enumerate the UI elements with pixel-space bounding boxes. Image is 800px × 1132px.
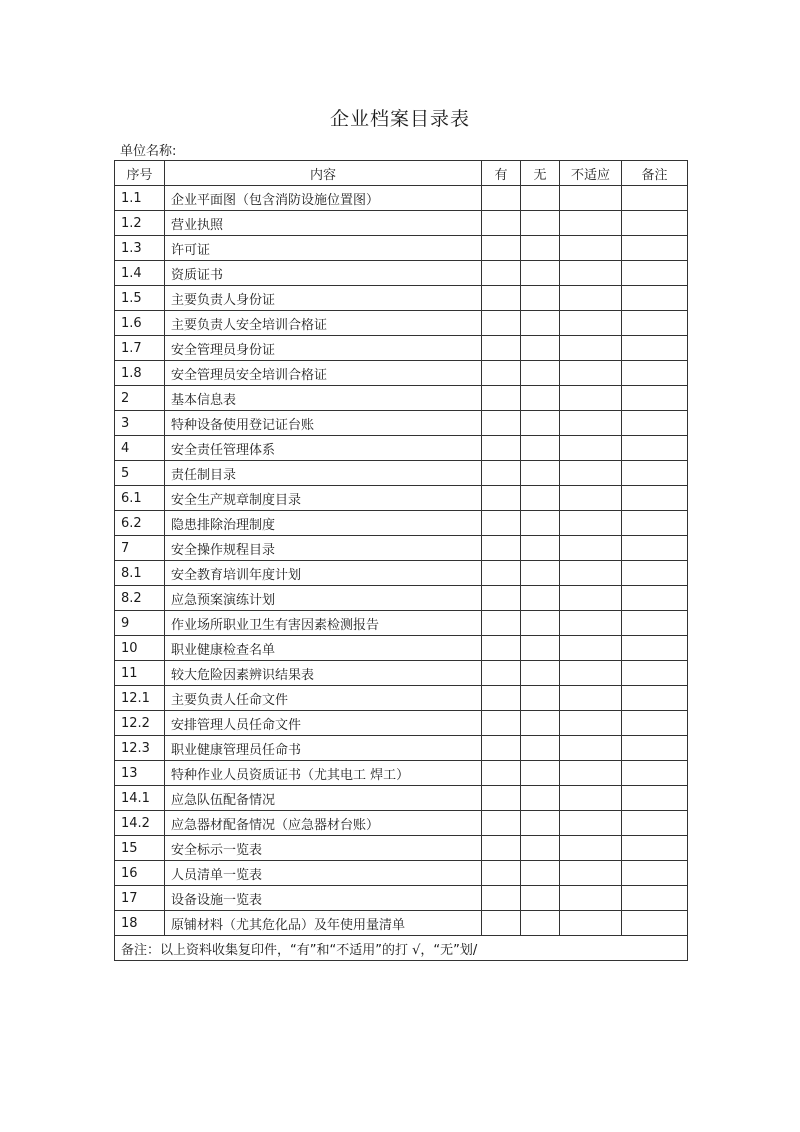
header-num: 序号 — [115, 161, 165, 186]
row-num: 12.1 — [115, 686, 165, 711]
row-content: 隐患排除治理制度 — [165, 511, 482, 536]
row-has-cell[interactable] — [482, 861, 521, 886]
row-not-applicable-cell[interactable] — [560, 636, 622, 661]
table-row — [115, 211, 688, 236]
table-row — [115, 361, 688, 386]
row-not-applicable-cell[interactable] — [560, 711, 622, 736]
row-content: 资质证书 — [165, 261, 482, 286]
table-row — [115, 186, 688, 211]
row-has-cell[interactable] — [482, 236, 521, 261]
row-note-cell[interactable] — [622, 811, 688, 836]
row-content: 职业健康检查名单 — [165, 636, 482, 661]
table-row — [115, 861, 688, 886]
row-not-applicable-cell[interactable] — [560, 261, 622, 286]
row-has-cell[interactable] — [482, 536, 521, 561]
row-none-cell[interactable] — [521, 236, 560, 261]
row-has-cell[interactable] — [482, 361, 521, 386]
row-has-cell[interactable] — [482, 661, 521, 686]
table-row — [115, 786, 688, 811]
row-num: 6.2 — [115, 511, 165, 536]
row-note-cell[interactable] — [622, 586, 688, 611]
row-note-cell[interactable] — [622, 436, 688, 461]
table-row — [115, 761, 688, 786]
table-row — [115, 561, 688, 586]
table-row — [115, 511, 688, 536]
row-content: 营业执照 — [165, 211, 482, 236]
row-note-cell[interactable] — [622, 786, 688, 811]
row-not-applicable-cell[interactable] — [560, 786, 622, 811]
table-body — [115, 186, 688, 936]
row-not-applicable-cell[interactable] — [560, 536, 622, 561]
row-not-applicable-cell[interactable] — [560, 886, 622, 911]
row-note-cell[interactable] — [622, 636, 688, 661]
row-not-applicable-cell[interactable] — [560, 861, 622, 886]
table-row — [115, 711, 688, 736]
row-has-cell[interactable] — [482, 186, 521, 211]
row-none-cell[interactable] — [521, 436, 560, 461]
row-not-applicable-cell[interactable] — [560, 561, 622, 586]
header-note: 备注 — [622, 161, 688, 186]
row-note-cell[interactable] — [622, 411, 688, 436]
table-row — [115, 336, 688, 361]
row-has-cell[interactable] — [482, 586, 521, 611]
row-num: 18 — [115, 911, 165, 936]
row-none-cell[interactable] — [521, 836, 560, 861]
row-not-applicable-cell[interactable] — [560, 436, 622, 461]
row-has-cell[interactable] — [482, 911, 521, 936]
row-not-applicable-cell[interactable] — [560, 761, 622, 786]
row-not-applicable-cell[interactable] — [560, 286, 622, 311]
row-none-cell[interactable] — [521, 786, 560, 811]
row-num: 2 — [115, 386, 165, 411]
header-content: 内容 — [165, 161, 482, 186]
row-num: 14.1 — [115, 786, 165, 811]
row-not-applicable-cell[interactable] — [560, 811, 622, 836]
row-none-cell[interactable] — [521, 211, 560, 236]
row-none-cell[interactable] — [521, 561, 560, 586]
row-has-cell[interactable] — [482, 611, 521, 636]
row-none-cell[interactable] — [521, 736, 560, 761]
table-row — [115, 261, 688, 286]
row-none-cell[interactable] — [521, 386, 560, 411]
table-row — [115, 486, 688, 511]
row-none-cell[interactable] — [521, 511, 560, 536]
row-has-cell[interactable] — [482, 461, 521, 486]
table-header-row — [115, 161, 688, 186]
row-content: 应急预案演练计划 — [165, 586, 482, 611]
row-note-cell[interactable] — [622, 386, 688, 411]
row-content: 基本信息表 — [165, 386, 482, 411]
row-num: 4 — [115, 436, 165, 461]
row-none-cell[interactable] — [521, 186, 560, 211]
row-none-cell[interactable] — [521, 886, 560, 911]
row-not-applicable-cell[interactable] — [560, 836, 622, 861]
row-none-cell[interactable] — [521, 486, 560, 511]
header-none: 无 — [521, 161, 560, 186]
table-row — [115, 286, 688, 311]
row-num: 16 — [115, 861, 165, 886]
table-row — [115, 586, 688, 611]
row-num: 12.2 — [115, 711, 165, 736]
table-row — [115, 386, 688, 411]
row-none-cell[interactable] — [521, 711, 560, 736]
row-note-cell[interactable] — [622, 261, 688, 286]
row-note-cell[interactable] — [622, 536, 688, 561]
row-not-applicable-cell[interactable] — [560, 511, 622, 536]
row-not-applicable-cell[interactable] — [560, 361, 622, 386]
row-has-cell[interactable] — [482, 511, 521, 536]
row-content: 设备设施一览表 — [165, 886, 482, 911]
row-none-cell[interactable] — [521, 286, 560, 311]
row-note-cell[interactable] — [622, 911, 688, 936]
table-row — [115, 686, 688, 711]
row-num: 13 — [115, 761, 165, 786]
row-has-cell[interactable] — [482, 336, 521, 361]
table-row — [115, 461, 688, 486]
row-num: 12.3 — [115, 736, 165, 761]
row-num: 1.1 — [115, 186, 165, 211]
row-num: 1.6 — [115, 311, 165, 336]
row-has-cell[interactable] — [482, 711, 521, 736]
row-has-cell[interactable] — [482, 736, 521, 761]
row-num: 8.1 — [115, 561, 165, 586]
row-content: 安全教育培训年度计划 — [165, 561, 482, 586]
row-none-cell[interactable] — [521, 586, 560, 611]
row-not-applicable-cell[interactable] — [560, 661, 622, 686]
table-row — [115, 911, 688, 936]
row-not-applicable-cell[interactable] — [560, 186, 622, 211]
row-content: 职业健康管理员任命书 — [165, 736, 482, 761]
row-none-cell[interactable] — [521, 336, 560, 361]
row-num: 15 — [115, 836, 165, 861]
row-none-cell[interactable] — [521, 311, 560, 336]
header-not-applicable: 不适应 — [560, 161, 622, 186]
row-not-applicable-cell[interactable] — [560, 236, 622, 261]
row-none-cell[interactable] — [521, 411, 560, 436]
row-num: 1.2 — [115, 211, 165, 236]
row-content: 安全管理员安全培训合格证 — [165, 361, 482, 386]
table-row — [115, 886, 688, 911]
table-row — [115, 436, 688, 461]
row-num: 17 — [115, 886, 165, 911]
row-content: 主要负责人任命文件 — [165, 686, 482, 711]
table-row — [115, 636, 688, 661]
row-num: 7 — [115, 536, 165, 561]
row-not-applicable-cell[interactable] — [560, 336, 622, 361]
row-content: 企业平面图（包含消防设施位置图） — [165, 186, 482, 211]
row-note-cell[interactable] — [622, 736, 688, 761]
row-note-cell[interactable] — [622, 836, 688, 861]
row-num: 6.1 — [115, 486, 165, 511]
row-num: 3 — [115, 411, 165, 436]
table-row — [115, 536, 688, 561]
row-has-cell[interactable] — [482, 286, 521, 311]
row-none-cell[interactable] — [521, 636, 560, 661]
row-note-cell[interactable] — [622, 561, 688, 586]
row-has-cell[interactable] — [482, 886, 521, 911]
row-note-cell[interactable] — [622, 236, 688, 261]
row-content: 特种作业人员资质证书（尤其电工 焊工） — [165, 761, 482, 786]
row-not-applicable-cell[interactable] — [560, 311, 622, 336]
table-row — [115, 311, 688, 336]
row-num: 1.8 — [115, 361, 165, 386]
row-content: 安排管理人员任命文件 — [165, 711, 482, 736]
row-none-cell[interactable] — [521, 536, 560, 561]
row-content: 特种设备使用登记证台账 — [165, 411, 482, 436]
row-has-cell[interactable] — [482, 761, 521, 786]
row-num: 1.3 — [115, 236, 165, 261]
row-has-cell[interactable] — [482, 311, 521, 336]
row-has-cell[interactable] — [482, 561, 521, 586]
row-has-cell[interactable] — [482, 486, 521, 511]
table-row — [115, 611, 688, 636]
row-content: 安全管理员身份证 — [165, 336, 482, 361]
row-content: 安全标示一览表 — [165, 836, 482, 861]
row-not-applicable-cell[interactable] — [560, 486, 622, 511]
table-row — [115, 736, 688, 761]
row-has-cell[interactable] — [482, 411, 521, 436]
row-none-cell[interactable] — [521, 761, 560, 786]
row-none-cell[interactable] — [521, 811, 560, 836]
row-note-cell[interactable] — [622, 336, 688, 361]
table-row — [115, 236, 688, 261]
row-content: 较大危险因素辨识结果表 — [165, 661, 482, 686]
row-has-cell[interactable] — [482, 811, 521, 836]
row-has-cell[interactable] — [482, 686, 521, 711]
footer-row — [115, 936, 688, 961]
row-none-cell[interactable] — [521, 461, 560, 486]
row-has-cell[interactable] — [482, 836, 521, 861]
row-has-cell[interactable] — [482, 436, 521, 461]
row-content: 人员清单一览表 — [165, 861, 482, 886]
row-note-cell[interactable] — [622, 661, 688, 686]
header-has: 有 — [482, 161, 521, 186]
footer-note: 备注：以上资料收集复印件，“有”和“不适用”的打 √，“无”划/ — [115, 936, 688, 961]
row-note-cell[interactable] — [622, 886, 688, 911]
row-not-applicable-cell[interactable] — [560, 411, 622, 436]
row-content: 安全责任管理体系 — [165, 436, 482, 461]
row-content: 主要负责人安全培训合格证 — [165, 311, 482, 336]
row-not-applicable-cell[interactable] — [560, 461, 622, 486]
row-none-cell[interactable] — [521, 661, 560, 686]
page-title: 企业档案目录表 — [329, 108, 470, 130]
row-has-cell[interactable] — [482, 211, 521, 236]
row-note-cell[interactable] — [622, 486, 688, 511]
row-none-cell[interactable] — [521, 361, 560, 386]
row-has-cell[interactable] — [482, 386, 521, 411]
row-not-applicable-cell[interactable] — [560, 386, 622, 411]
row-num: 8.2 — [115, 586, 165, 611]
row-not-applicable-cell[interactable] — [560, 611, 622, 636]
row-num: 14.2 — [115, 811, 165, 836]
row-note-cell[interactable] — [622, 286, 688, 311]
row-not-applicable-cell[interactable] — [560, 586, 622, 611]
row-none-cell[interactable] — [521, 611, 560, 636]
row-num: 11 — [115, 661, 165, 686]
row-content: 主要负责人身份证 — [165, 286, 482, 311]
row-note-cell[interactable] — [622, 861, 688, 886]
table-row — [115, 411, 688, 436]
row-num: 1.5 — [115, 286, 165, 311]
row-num: 1.7 — [115, 336, 165, 361]
table-row — [115, 661, 688, 686]
row-content: 安全操作规程目录 — [165, 536, 482, 561]
row-note-cell[interactable] — [622, 611, 688, 636]
row-has-cell[interactable] — [482, 261, 521, 286]
row-has-cell[interactable] — [482, 786, 521, 811]
row-content: 安全生产规章制度目录 — [165, 486, 482, 511]
row-num: 1.4 — [115, 261, 165, 286]
row-none-cell[interactable] — [521, 911, 560, 936]
row-not-applicable-cell[interactable] — [560, 686, 622, 711]
row-note-cell[interactable] — [622, 186, 688, 211]
row-has-cell[interactable] — [482, 636, 521, 661]
table-row — [115, 811, 688, 836]
row-note-cell[interactable] — [622, 211, 688, 236]
row-content: 应急器材配备情况（应急器材台账） — [165, 811, 482, 836]
row-content: 原铺材料（尤其危化品）及年使用量清单 — [165, 911, 482, 936]
row-num: 9 — [115, 611, 165, 636]
row-not-applicable-cell[interactable] — [560, 911, 622, 936]
row-note-cell[interactable] — [622, 461, 688, 486]
row-content: 许可证 — [165, 236, 482, 261]
row-none-cell[interactable] — [521, 261, 560, 286]
row-content: 责任制目录 — [165, 461, 482, 486]
row-note-cell[interactable] — [622, 686, 688, 711]
row-note-cell[interactable] — [622, 311, 688, 336]
row-num: 10 — [115, 636, 165, 661]
row-note-cell[interactable] — [622, 761, 688, 786]
row-not-applicable-cell[interactable] — [560, 211, 622, 236]
row-content: 作业场所职业卫生有害因素检测报告 — [165, 611, 482, 636]
catalog-table — [114, 160, 688, 961]
row-note-cell[interactable] — [622, 511, 688, 536]
row-content: 应急队伍配备情况 — [165, 786, 482, 811]
row-note-cell[interactable] — [622, 711, 688, 736]
row-none-cell[interactable] — [521, 686, 560, 711]
row-num: 5 — [115, 461, 165, 486]
row-not-applicable-cell[interactable] — [560, 736, 622, 761]
table-row — [115, 836, 688, 861]
unit-name-label: 单位名称: — [120, 144, 177, 159]
row-note-cell[interactable] — [622, 361, 688, 386]
row-none-cell[interactable] — [521, 861, 560, 886]
